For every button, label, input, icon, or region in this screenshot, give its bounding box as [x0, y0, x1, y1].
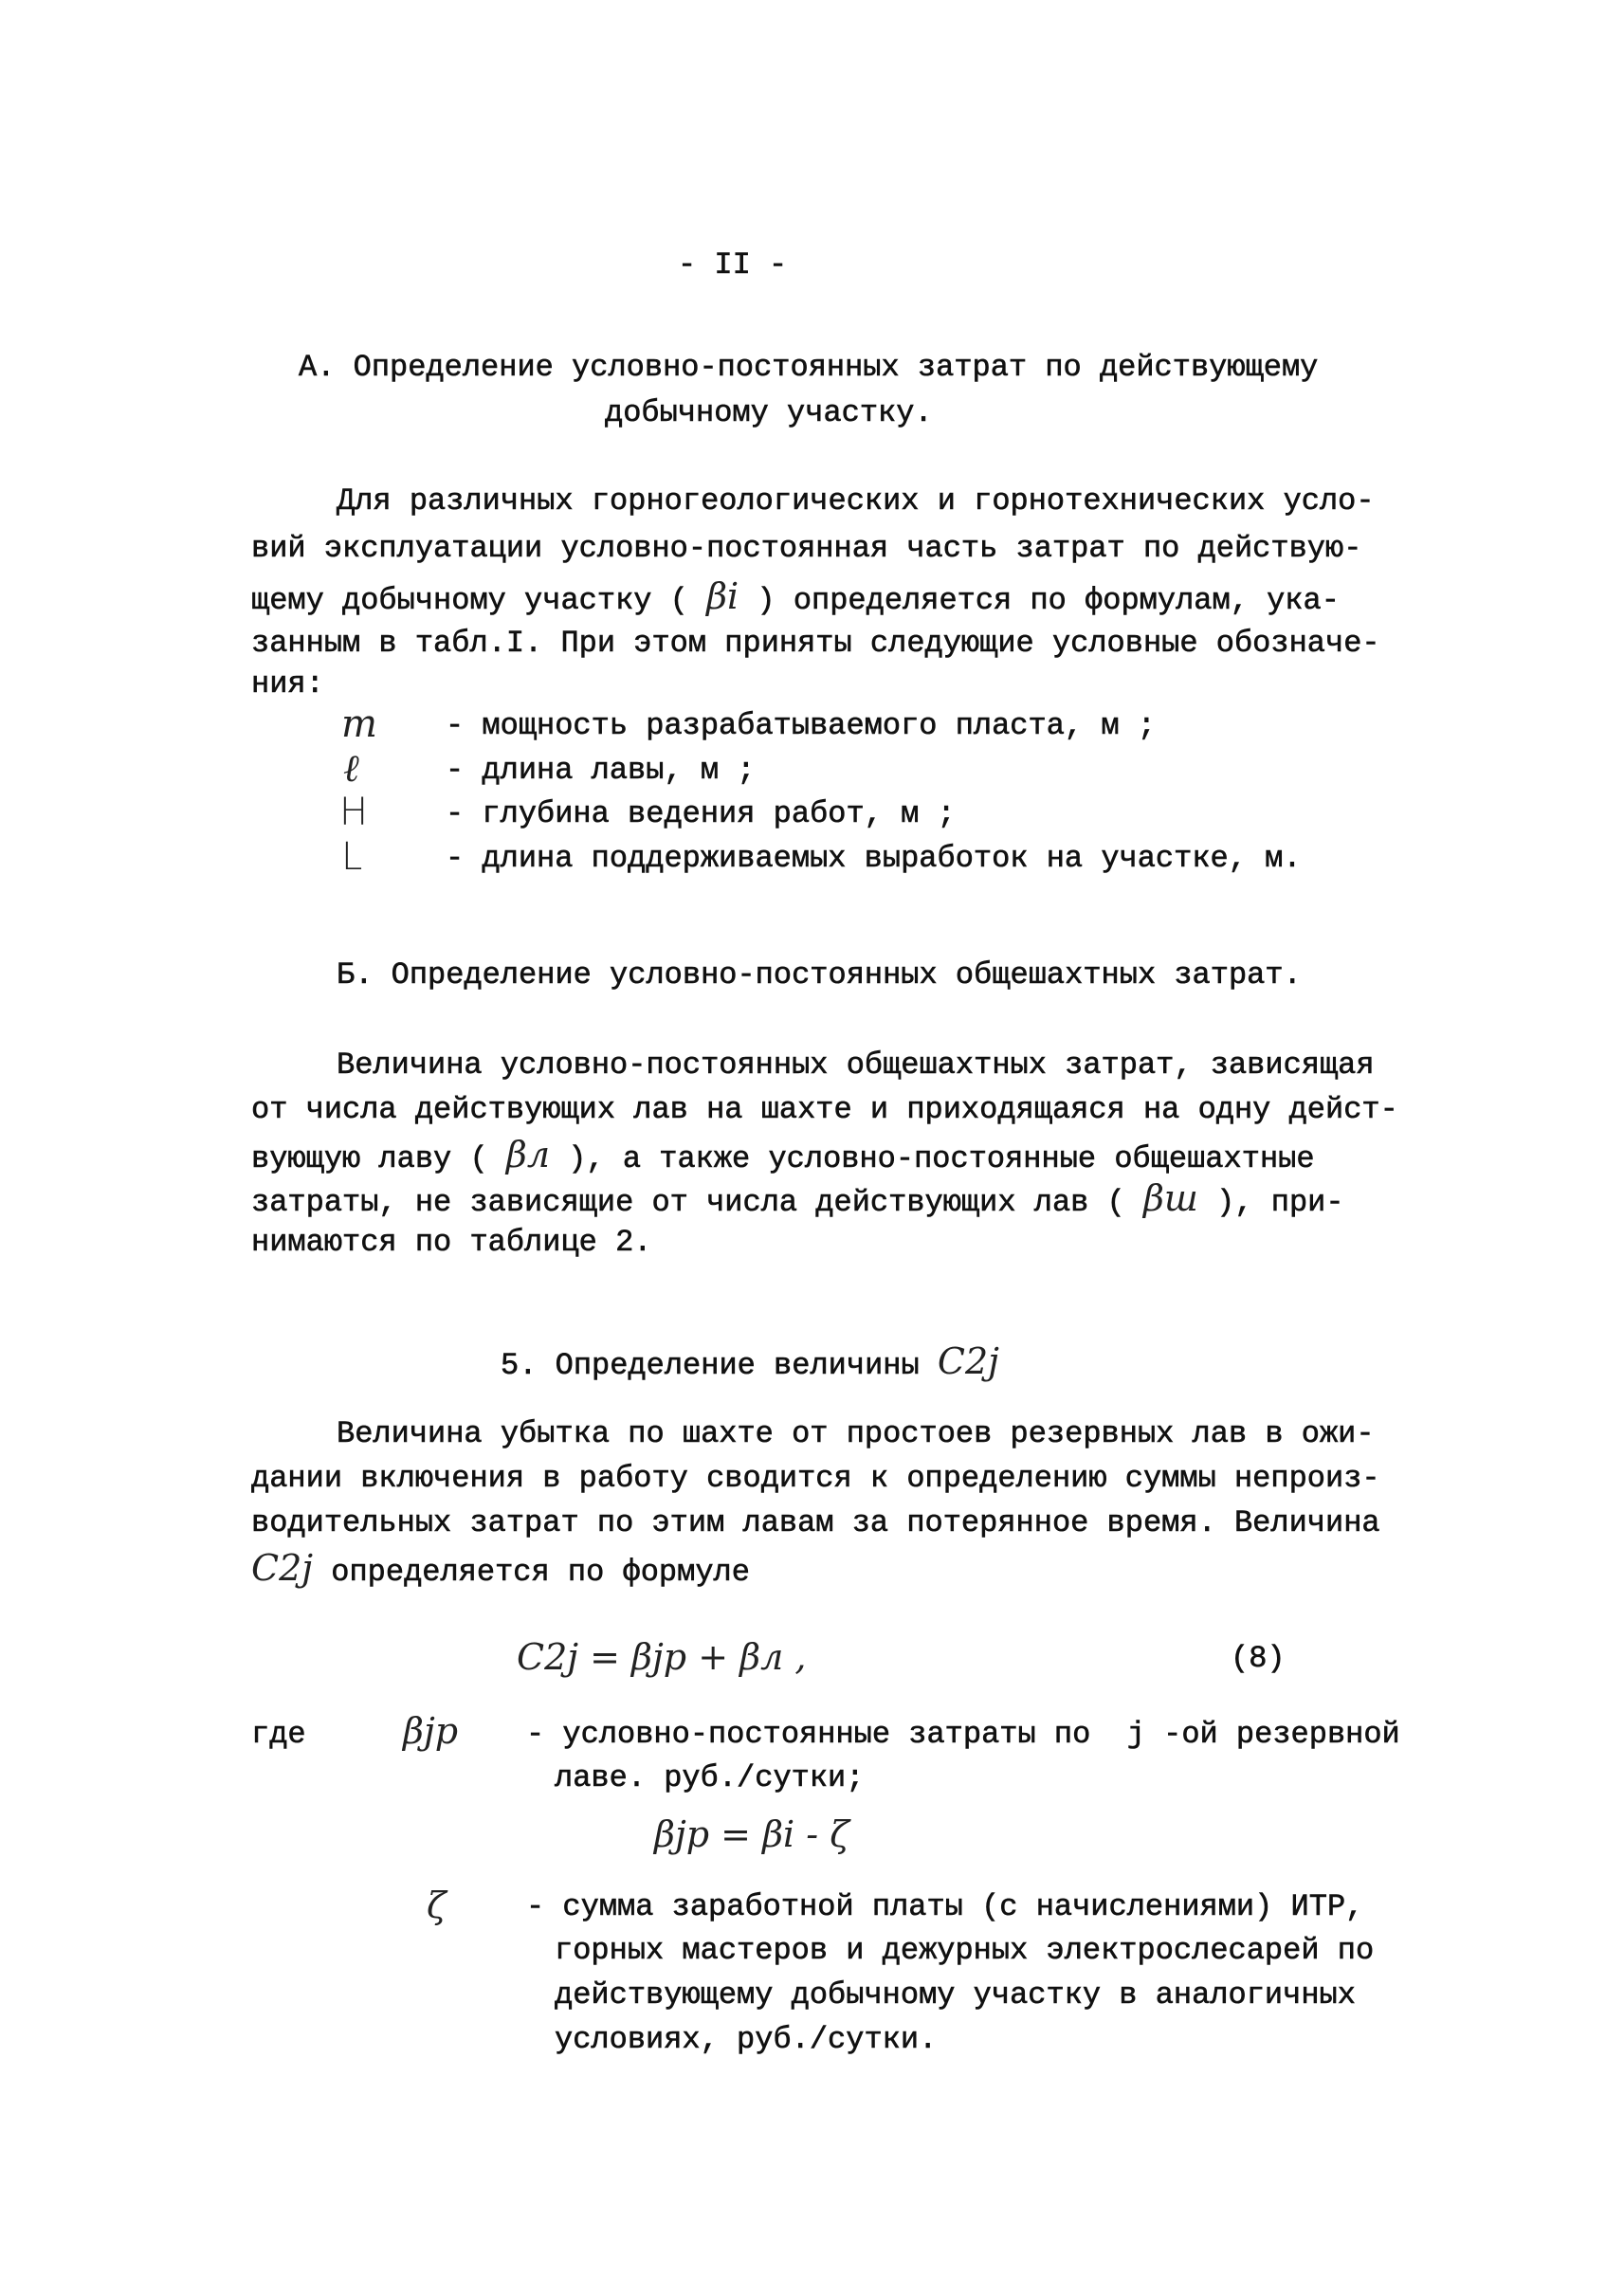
paragraph-line: Величина условно-постоянных общешахтных затрат, зависящая: [337, 1047, 1375, 1083]
section-a-title: А. Определение условно-постоянных затрат по действующему: [299, 350, 1319, 385]
paragraph-line: дании включения в работу сводится к определению суммы непроиз-: [251, 1461, 1380, 1496]
definition-line: лаве. руб./сутки;: [555, 1760, 865, 1795]
text: затраты, не зависящие от числа действующих лав (: [251, 1185, 1143, 1220]
legend-item: - длина лавы, м ;: [446, 753, 756, 788]
beta-sh-symbol: βш: [1142, 1177, 1198, 1219]
paragraph-line: [251, 1179, 1344, 1222]
paragraph-line: [251, 1136, 1315, 1178]
legend-symbol: ℓ: [343, 747, 359, 791]
section-5-title: [501, 1342, 999, 1385]
section-b-title: Б. Определение условно-постоянных общешахтных затрат.: [337, 957, 1302, 993]
legend-item: - глубина ведения работ, м ;: [446, 796, 956, 831]
definition-line: действующему добычному участку в аналогичных: [555, 1977, 1356, 2013]
section-a-title-line2: добычному участку.: [605, 395, 933, 430]
text: ), а также условно-постоянные общешахтные: [550, 1141, 1315, 1176]
legend-symbol: H: [339, 791, 369, 834]
zeta-symbol: ζ: [427, 1885, 447, 1926]
formula-number: (8): [1231, 1641, 1286, 1676]
legend-symbol: m: [341, 702, 377, 746]
beta-jp-symbol: βjp: [403, 1710, 459, 1752]
text: щему добычному участку (: [251, 583, 707, 618]
page-number: - II -: [678, 247, 788, 282]
formula-8: C2j = βjp + βл ,: [517, 1636, 807, 1678]
legend-item: - мощность разрабатываемого пласта, м ;: [446, 708, 1156, 743]
beta-i-symbol: βi: [706, 575, 739, 617]
beta-l-symbol: βл: [505, 1134, 551, 1175]
paragraph-line: [251, 577, 1340, 620]
paragraph-line: [251, 1549, 750, 1592]
where-label: где: [251, 1717, 306, 1752]
paragraph-line: вий эксплуатации условно-постоянная часть затрат по действую-: [251, 531, 1362, 566]
paragraph-line: нимаются по таблице 2.: [251, 1225, 652, 1260]
formula-beta-jp: βjp = βi - ζ: [654, 1813, 849, 1855]
paragraph-line: ния:: [251, 666, 324, 701]
legend-item: - длина поддерживаемых выработок на участке, м.: [446, 841, 1302, 876]
text: ), при-: [1197, 1185, 1344, 1220]
c2j-symbol: C2j: [937, 1340, 999, 1382]
paragraph-line: занным в табл.I. При этом приняты следующие условные обозначе-: [251, 626, 1380, 661]
legend-symbol: L: [341, 835, 363, 879]
text: ) определяется по формулам, ука-: [739, 583, 1340, 618]
paragraph-line: от числа действующих лав на шахте и приходящаяся на одну дейст-: [251, 1092, 1398, 1127]
paragraph-line: водительных затрат по этим лавам за потерянное время. Величина: [251, 1505, 1380, 1540]
paragraph-line: Для различных горногеологических и горнотехнических усло-: [337, 483, 1375, 519]
c2j-symbol: C2j: [251, 1547, 314, 1589]
text: определяется по формуле: [313, 1555, 750, 1590]
definition-line: горных мастеров и дежурных электрослесарей по: [555, 1933, 1375, 1968]
text: вующую лаву (: [251, 1141, 506, 1176]
definition-line: - сумма заработной платы (с начислениями) ИТР,: [526, 1889, 1364, 1924]
definition-line: - условно-постоянные затраты по j -ой резервной: [526, 1717, 1400, 1752]
definition-line: условиях, руб./сутки.: [555, 2022, 938, 2057]
text: 5. Определение величины: [501, 1348, 938, 1383]
paragraph-line: Величина убытка по шахте от простоев резервных лав в ожи-: [337, 1416, 1375, 1451]
